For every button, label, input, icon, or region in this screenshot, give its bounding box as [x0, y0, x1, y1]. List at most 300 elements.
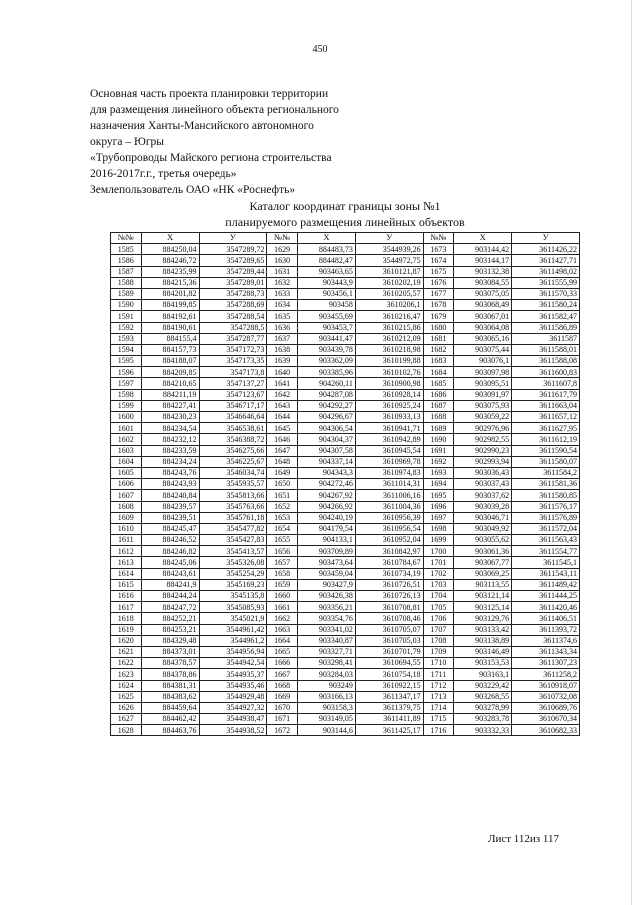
- coordinate-cell: 3610212,09: [355, 333, 423, 344]
- coordinate-cell: 3611563,43: [512, 535, 580, 546]
- coordinate-cell: 3545085,93: [199, 602, 267, 613]
- point-number-cell: 1634: [267, 300, 298, 311]
- coordinate-cell: 3611584,2: [512, 467, 580, 478]
- coordinate-cell: 3546646,64: [199, 412, 267, 423]
- coordinate-cell: 3611576,89: [512, 512, 580, 523]
- point-number-cell: 1707: [423, 624, 454, 635]
- coordinate-cell: 3611411,89: [355, 714, 423, 725]
- coordinate-cell: 903341,02: [297, 624, 355, 635]
- point-number-cell: 1705: [423, 602, 454, 613]
- coordinate-cell: 3610726,51: [355, 579, 423, 590]
- point-number-cell: 1662: [267, 613, 298, 624]
- coordinate-cell: 884459,64: [141, 702, 199, 713]
- coordinate-cell: 884199,85: [141, 300, 199, 311]
- coordinate-cell: 884188,07: [141, 356, 199, 367]
- point-number-cell: 1672: [267, 725, 298, 736]
- coordinate-cell: 3610969,78: [355, 456, 423, 467]
- point-number-cell: 1597: [111, 378, 142, 389]
- point-number-cell: 1611: [111, 535, 142, 546]
- coordinate-cell: 3611588,08: [512, 356, 580, 367]
- coordinate-cell: 903332,33: [454, 725, 512, 736]
- point-number-cell: 1647: [267, 445, 298, 456]
- point-number-cell: 1702: [423, 568, 454, 579]
- point-number-cell: 1699: [423, 535, 454, 546]
- table-row: [111, 367, 580, 378]
- coordinate-cell: 3610216,47: [355, 311, 423, 322]
- coordinate-cell: 884211,19: [141, 389, 199, 400]
- coordinate-cell: 884245,06: [141, 557, 199, 568]
- point-number-cell: 1649: [267, 467, 298, 478]
- coordinate-cell: 884155,4: [141, 333, 199, 344]
- point-number-cell: 1659: [267, 579, 298, 590]
- point-number-cell: 1630: [267, 255, 298, 266]
- coordinate-cell: 904266,92: [297, 501, 355, 512]
- coordinate-cell: 903129,76: [454, 613, 512, 624]
- coordinate-cell: 3547172,73: [199, 344, 267, 355]
- table-row: [111, 356, 580, 367]
- coordinate-cell: 884215,36: [141, 277, 199, 288]
- coordinate-cell: 3610682,33: [512, 725, 580, 736]
- coordinate-cell: 3611586,89: [512, 322, 580, 333]
- coordinate-cell: 3610215,86: [355, 322, 423, 333]
- coordinate-cell: 903356,21: [297, 602, 355, 613]
- point-number-cell: 1632: [267, 277, 298, 288]
- table-row: [111, 378, 580, 389]
- point-number-cell: 1681: [423, 333, 454, 344]
- coordinate-cell: 3611379,75: [355, 702, 423, 713]
- header-line: «Трубопроводы Майского региона строительства: [90, 152, 332, 164]
- coordinate-cell: 903069,25: [454, 568, 512, 579]
- coordinate-cell: 3546225,67: [199, 456, 267, 467]
- point-number-cell: 1656: [267, 546, 298, 557]
- coordinate-cell: 902993,94: [454, 456, 512, 467]
- coordinate-cell: 3611498,02: [512, 266, 580, 277]
- point-number-cell: 1593: [111, 333, 142, 344]
- point-number-cell: 1631: [267, 266, 298, 277]
- column-header: №№: [111, 233, 142, 244]
- coordinate-cell: 884463,76: [141, 725, 199, 736]
- coordinate-cell: 903059,22: [454, 412, 512, 423]
- coordinate-cell: 903046,71: [454, 512, 512, 523]
- coordinate-cell: 884235,99: [141, 266, 199, 277]
- column-header: №№: [423, 233, 454, 244]
- point-number-cell: 1684: [423, 367, 454, 378]
- coordinate-cell: 903138,89: [454, 635, 512, 646]
- coordinate-cell: 3611612,19: [512, 434, 580, 445]
- coordinate-cell: 3611444,25: [512, 591, 580, 602]
- coordinate-cell: 3610689,76: [512, 702, 580, 713]
- table-row: [111, 714, 580, 725]
- coordinate-cell: 884239,51: [141, 512, 199, 523]
- coordinate-cell: 904337,14: [297, 456, 355, 467]
- coordinate-cell: 3546275,66: [199, 445, 267, 456]
- coordinate-cell: 903362,09: [297, 356, 355, 367]
- coordinate-cell: 3611600,83: [512, 367, 580, 378]
- coordinate-cell: 903385,96: [297, 367, 355, 378]
- table-row: [111, 400, 580, 411]
- coordinate-cell: 3545935,57: [199, 479, 267, 490]
- coordinate-cell: 3610205,57: [355, 288, 423, 299]
- coordinate-cell: 903441,47: [297, 333, 355, 344]
- point-number-cell: 1651: [267, 490, 298, 501]
- coordinate-cell: 903091,97: [454, 389, 512, 400]
- coordinate-cell: 3610202,19: [355, 277, 423, 288]
- coordinate-cell: 904292,27: [297, 400, 355, 411]
- coordinate-cell: 3611663,04: [512, 400, 580, 411]
- point-number-cell: 1690: [423, 434, 454, 445]
- coordinate-cell: 884383,62: [141, 691, 199, 702]
- coordinate-cell: 903439,78: [297, 344, 355, 355]
- coordinate-cell: 3610732,08: [512, 691, 580, 702]
- table-row: [111, 322, 580, 333]
- point-number-cell: 1612: [111, 546, 142, 557]
- table-row: [111, 702, 580, 713]
- point-number-cell: 1585: [111, 244, 142, 255]
- point-number-cell: 1664: [267, 635, 298, 646]
- point-number-cell: 1626: [111, 702, 142, 713]
- coordinate-cell: 903037,43: [454, 479, 512, 490]
- point-number-cell: 1587: [111, 266, 142, 277]
- point-number-cell: 1663: [267, 624, 298, 635]
- coordinate-cell: 903084,55: [454, 277, 512, 288]
- coordinate-cell: 3610956,54: [355, 523, 423, 534]
- coordinate-cell: 3611617,79: [512, 389, 580, 400]
- coordinate-cell: 903354,76: [297, 613, 355, 624]
- point-number-cell: 1658: [267, 568, 298, 579]
- coordinate-cell: 3611657,12: [512, 412, 580, 423]
- point-number-cell: 1646: [267, 434, 298, 445]
- point-number-cell: 1629: [267, 244, 298, 255]
- point-number-cell: 1670: [267, 702, 298, 713]
- header-line: округа – Югры: [90, 136, 165, 148]
- coordinate-cell: 3610952,04: [355, 535, 423, 546]
- point-number-cell: 1653: [267, 512, 298, 523]
- point-number-cell: 1710: [423, 658, 454, 669]
- coordinate-cell: 904306,54: [297, 423, 355, 434]
- coordinate-cell: 3545477,82: [199, 523, 267, 534]
- point-number-cell: 1637: [267, 333, 298, 344]
- point-number-cell: 1706: [423, 613, 454, 624]
- coordinate-cell: 3610784,67: [355, 557, 423, 568]
- point-number-cell: 1605: [111, 467, 142, 478]
- coordinate-cell: 903153,53: [454, 658, 512, 669]
- table-row: [111, 277, 580, 288]
- table-row: [111, 691, 580, 702]
- point-number-cell: 1602: [111, 434, 142, 445]
- point-number-cell: 1586: [111, 255, 142, 266]
- point-number-cell: 1648: [267, 456, 298, 467]
- table-row: [111, 501, 580, 512]
- coordinate-cell: 904287,08: [297, 389, 355, 400]
- coordinate-cell: 903144,6: [297, 725, 355, 736]
- coordinate-cell: 3610734,19: [355, 568, 423, 579]
- coordinate-cell: 903340,87: [297, 635, 355, 646]
- coordinate-cell: 884240,84: [141, 490, 199, 501]
- coordinate-cell: 3611555,99: [512, 277, 580, 288]
- header-line: для размещения линейного объекта регионального: [90, 104, 339, 116]
- coordinate-cell: 903132,38: [454, 266, 512, 277]
- point-number-cell: 1618: [111, 613, 142, 624]
- coordinate-cell: 884483,73: [297, 244, 355, 255]
- point-number-cell: 1635: [267, 311, 298, 322]
- coordinate-cell: 903144,17: [454, 255, 512, 266]
- point-number-cell: 1628: [111, 725, 142, 736]
- point-number-cell: 1675: [423, 266, 454, 277]
- coordinate-cell: 3547137,27: [199, 378, 267, 389]
- table-row: [111, 244, 580, 255]
- coordinate-cell: 3610900,98: [355, 378, 423, 389]
- point-number-cell: 1661: [267, 602, 298, 613]
- table-row: [111, 456, 580, 467]
- coordinate-cell: 884227,41: [141, 400, 199, 411]
- point-number-cell: 1590: [111, 300, 142, 311]
- coordinate-cell: 3611004,36: [355, 501, 423, 512]
- coordinate-cell: 3544972,75: [355, 255, 423, 266]
- header-line: Землепользователь ОАО «НК «Роснефть»: [90, 184, 296, 196]
- column-header: X: [141, 233, 199, 244]
- coordinate-cell: 904240,19: [297, 512, 355, 523]
- point-number-cell: 1676: [423, 277, 454, 288]
- point-number-cell: 1617: [111, 602, 142, 613]
- point-number-cell: 1633: [267, 288, 298, 299]
- coordinate-cell: 903113,55: [454, 579, 512, 590]
- coordinate-cell: 903459,04: [297, 568, 355, 579]
- table-row: [111, 535, 580, 546]
- coordinate-cell: 884157,73: [141, 344, 199, 355]
- coordinate-cell: 3547173,8: [199, 367, 267, 378]
- catalog-title-line: Каталог координат границы зоны №1: [249, 199, 441, 213]
- point-number-cell: 1671: [267, 714, 298, 725]
- coordinate-cell: 904296,67: [297, 412, 355, 423]
- coordinate-cell: 3610218,98: [355, 344, 423, 355]
- table-row: [111, 725, 580, 736]
- coordinate-cell: 3544938,52: [199, 725, 267, 736]
- coordinate-cell: 3611588,01: [512, 344, 580, 355]
- coordinate-cell: 3611426,22: [512, 244, 580, 255]
- coordinate-cell: 3611576,17: [512, 501, 580, 512]
- coordinate-cell: 3610708,81: [355, 602, 423, 613]
- point-number-cell: 1639: [267, 356, 298, 367]
- point-number-cell: 1666: [267, 658, 298, 669]
- coordinate-cell: 884201,82: [141, 288, 199, 299]
- coordinate-cell: 884243,61: [141, 568, 199, 579]
- catalog-title-line: планируемого размещения линейных объектов: [225, 215, 465, 229]
- point-number-cell: 1613: [111, 557, 142, 568]
- coordinate-cell: 3544935,37: [199, 669, 267, 680]
- point-number-cell: 1600: [111, 412, 142, 423]
- coordinate-cell: 3611607,8: [512, 378, 580, 389]
- coordinate-cell: 3610670,34: [512, 714, 580, 725]
- point-number-cell: 1640: [267, 367, 298, 378]
- coordinate-cell: 884253,21: [141, 624, 199, 635]
- table-body: [111, 244, 580, 736]
- coordinate-cell: 3611543,11: [512, 568, 580, 579]
- column-header: У: [355, 233, 423, 244]
- point-number-cell: 1697: [423, 512, 454, 523]
- coordinate-cell: 3547287,77: [199, 333, 267, 344]
- coordinate-cell: 884234,54: [141, 423, 199, 434]
- coordinate-cell: 903049,92: [454, 523, 512, 534]
- coordinate-cell: 3610705,03: [355, 635, 423, 646]
- coordinate-cell: 3547289,01: [199, 277, 267, 288]
- point-number-cell: 1667: [267, 669, 298, 680]
- coordinate-cell: 904267,92: [297, 490, 355, 501]
- point-number-cell: 1603: [111, 445, 142, 456]
- point-number-cell: 1700: [423, 546, 454, 557]
- coordinate-cell: 903427,9: [297, 579, 355, 590]
- table-row: [111, 333, 580, 344]
- coordinate-cell: 3611014,31: [355, 479, 423, 490]
- coordinate-cell: 3611627,95: [512, 423, 580, 434]
- catalog-title: [110, 198, 580, 230]
- coordinate-cell: 3547288,54: [199, 311, 267, 322]
- table-row: [111, 635, 580, 646]
- point-number-cell: 1677: [423, 288, 454, 299]
- point-number-cell: 1701: [423, 557, 454, 568]
- coordinate-cell: 3611580,24: [512, 300, 580, 311]
- coordinate-cell: 3610942,89: [355, 434, 423, 445]
- coordinate-cell: 884243,76: [141, 467, 199, 478]
- coordinate-cell: 903037,62: [454, 490, 512, 501]
- coordinate-cell: 3547289,72: [199, 244, 267, 255]
- coordinate-cell: 903144,42: [454, 244, 512, 255]
- table-row: [111, 266, 580, 277]
- coordinate-cell: 904260,11: [297, 378, 355, 389]
- table-row: [111, 389, 580, 400]
- table-row: [111, 288, 580, 299]
- coordinate-cell: 3611590,54: [512, 445, 580, 456]
- coordinate-cell: 903121,14: [454, 591, 512, 602]
- coordinate-cell: 3611427,71: [512, 255, 580, 266]
- point-number-cell: 1606: [111, 479, 142, 490]
- page-edge-line: [631, 0, 632, 905]
- table-row: [111, 412, 580, 423]
- point-number-cell: 1696: [423, 501, 454, 512]
- point-number-cell: 1673: [423, 244, 454, 255]
- point-number-cell: 1708: [423, 635, 454, 646]
- point-number-cell: 1689: [423, 423, 454, 434]
- point-number-cell: 1678: [423, 300, 454, 311]
- document-header: [90, 86, 550, 198]
- coordinate-cell: 3610199,88: [355, 356, 423, 367]
- coordinate-cell: 903473,64: [297, 557, 355, 568]
- coordinate-cell: 903283,78: [454, 714, 512, 725]
- coordinate-cell: 3545413,57: [199, 546, 267, 557]
- coordinate-cell: 903055,62: [454, 535, 512, 546]
- coordinate-cell: 3545763,66: [199, 501, 267, 512]
- table-row: [111, 344, 580, 355]
- coordinate-cell: 903125,14: [454, 602, 512, 613]
- coordinates-table: [110, 232, 580, 736]
- coordinate-cell: 903458: [297, 300, 355, 311]
- coordinate-cell: 3610754,18: [355, 669, 423, 680]
- point-number-cell: 1713: [423, 691, 454, 702]
- coordinate-cell: 903249: [297, 680, 355, 691]
- coordinate-cell: 3546538,61: [199, 423, 267, 434]
- coordinate-cell: 884378,57: [141, 658, 199, 669]
- coordinate-cell: 903097,98: [454, 367, 512, 378]
- coordinate-cell: 3610701,79: [355, 646, 423, 657]
- table-row: [111, 490, 580, 501]
- coordinate-cell: 3545169,23: [199, 579, 267, 590]
- coordinate-cell: 3610842,97: [355, 546, 423, 557]
- coordinate-cell: 3611425,17: [355, 725, 423, 736]
- table-row: [111, 445, 580, 456]
- coordinate-cell: 3545813,66: [199, 490, 267, 501]
- coordinate-cell: 3546717,17: [199, 400, 267, 411]
- point-number-cell: 1594: [111, 344, 142, 355]
- coordinate-cell: 884209,85: [141, 367, 199, 378]
- coordinate-cell: 884190,61: [141, 322, 199, 333]
- column-header: X: [297, 233, 355, 244]
- coordinate-cell: 902982,55: [454, 434, 512, 445]
- coordinate-cell: 884329,48: [141, 635, 199, 646]
- point-number-cell: 1709: [423, 646, 454, 657]
- coordinate-cell: 3544927,32: [199, 702, 267, 713]
- table-row: [111, 680, 580, 691]
- point-number-cell: 1691: [423, 445, 454, 456]
- coordinate-cell: 3611374,6: [512, 635, 580, 646]
- point-number-cell: 1616: [111, 591, 142, 602]
- point-number-cell: 1668: [267, 680, 298, 691]
- point-number-cell: 1669: [267, 691, 298, 702]
- point-number-cell: 1693: [423, 467, 454, 478]
- coordinate-cell: 884247,72: [141, 602, 199, 613]
- column-header: №№: [267, 233, 298, 244]
- point-number-cell: 1715: [423, 714, 454, 725]
- column-header: X: [454, 233, 512, 244]
- header-line: назначения Ханты-Мансийского автономного: [90, 120, 314, 132]
- coordinate-cell: 904304,37: [297, 434, 355, 445]
- coordinate-cell: 3547289,65: [199, 255, 267, 266]
- table-row: [111, 591, 580, 602]
- coordinate-cell: 3544961,42: [199, 624, 267, 635]
- coordinate-cell: 903075,93: [454, 400, 512, 411]
- point-number-cell: 1621: [111, 646, 142, 657]
- sheet-footer: Лист 112из 117: [488, 833, 559, 845]
- point-number-cell: 1665: [267, 646, 298, 657]
- point-number-cell: 1660: [267, 591, 298, 602]
- coordinate-cell: 3610974,83: [355, 467, 423, 478]
- coordinate-cell: 884482,47: [297, 255, 355, 266]
- coordinate-cell: 3611406,51: [512, 613, 580, 624]
- table-header: [111, 233, 580, 244]
- point-number-cell: 1674: [423, 255, 454, 266]
- coordinate-cell: 3547288,73: [199, 288, 267, 299]
- coordinate-cell: 3611572,04: [512, 523, 580, 534]
- coordinate-cell: 3545135,8: [199, 591, 267, 602]
- point-number-cell: 1624: [111, 680, 142, 691]
- point-number-cell: 1625: [111, 691, 142, 702]
- point-number-cell: 1687: [423, 400, 454, 411]
- table-row: [111, 557, 580, 568]
- point-number-cell: 1694: [423, 479, 454, 490]
- coordinate-cell: 3610941,71: [355, 423, 423, 434]
- coordinate-cell: 903327,71: [297, 646, 355, 657]
- header-line: 2016-2017г.г., третья очередь»: [90, 168, 237, 180]
- point-number-cell: 1654: [267, 523, 298, 534]
- point-number-cell: 1683: [423, 356, 454, 367]
- point-number-cell: 1679: [423, 311, 454, 322]
- column-header: У: [199, 233, 267, 244]
- table-row: [111, 646, 580, 657]
- coordinate-cell: 3611393,72: [512, 624, 580, 635]
- coordinate-cell: 903149,05: [297, 714, 355, 725]
- point-number-cell: 1643: [267, 400, 298, 411]
- coordinate-cell: 903065,16: [454, 333, 512, 344]
- point-number-cell: 1596: [111, 367, 142, 378]
- coordinate-cell: 903061,36: [454, 546, 512, 557]
